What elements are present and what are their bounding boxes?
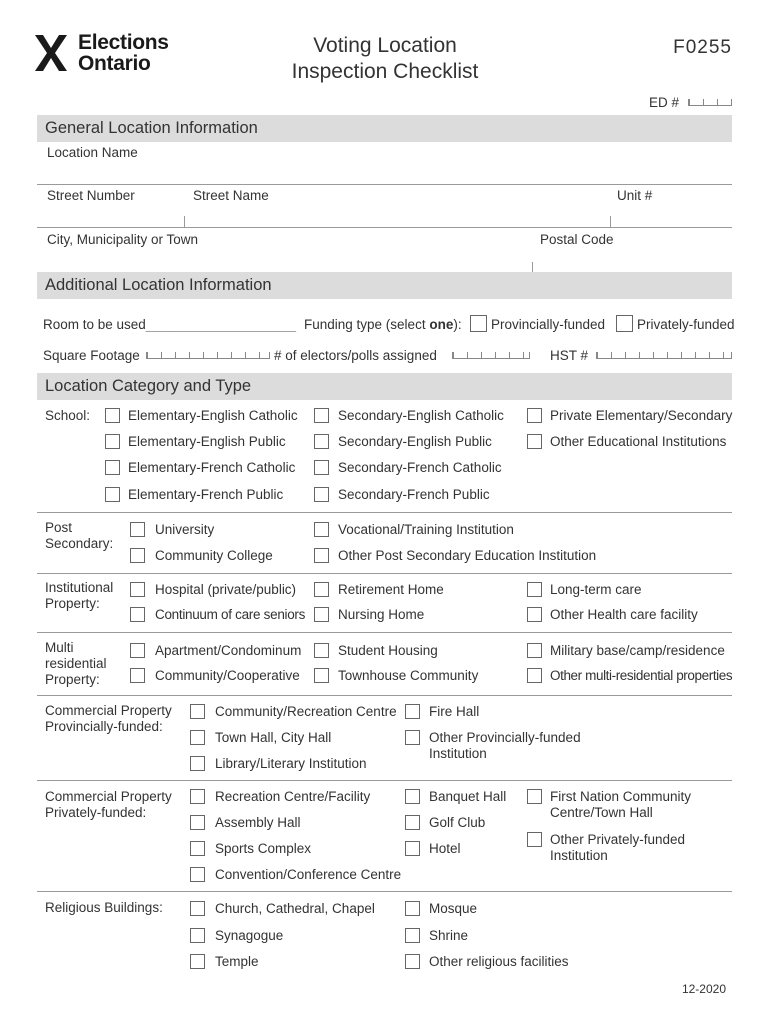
multi-label-1: Multi [45, 640, 74, 655]
checkbox-elem-english-public[interactable] [105, 434, 120, 449]
checkbox-golf-club[interactable] [405, 815, 420, 830]
item-golf-club: Golf Club [429, 815, 486, 830]
item-shrine: Shrine [429, 928, 469, 943]
other-priv-line-1: Other Privately-funded [550, 832, 686, 847]
post-label-1: Post [45, 520, 73, 535]
revision-date: 12-2020 [681, 982, 726, 996]
item-convention-centre: Convention/Conference Centre [215, 867, 402, 882]
logo-text [78, 32, 169, 74]
checkbox-synagogue[interactable] [190, 928, 205, 943]
category-section-header [37, 373, 732, 400]
item-elem-french-catholic: Elementary-French Catholic [128, 460, 296, 475]
checkbox-sec-english-public[interactable] [314, 434, 329, 449]
unit-label: Unit # [617, 188, 653, 203]
school-label: School: [45, 408, 91, 423]
street-divider [184, 216, 185, 227]
title-line-1: Voting Location [313, 34, 457, 57]
checkbox-community-recreation[interactable] [190, 704, 205, 719]
checkbox-other-post-secondary[interactable] [314, 548, 329, 563]
item-assembly-hall: Assembly Hall [215, 815, 301, 830]
religious-label: Religious Buildings: [45, 900, 163, 915]
item-other-health: Other Health care facility [550, 607, 698, 622]
item-student-housing: Student Housing [338, 643, 438, 658]
checkbox-long-term-care[interactable] [527, 582, 542, 597]
item-hotel: Hotel [429, 841, 461, 856]
item-other-multi-residential: Other multi-residential properties [550, 668, 733, 683]
item-apartment: Apartment/Condominum [155, 643, 302, 658]
checkbox-other-privately-funded[interactable] [527, 832, 542, 847]
checkbox-nursing-home[interactable] [314, 607, 329, 622]
cpp-label-1: Commercial Property [45, 703, 172, 718]
item-banquet-hall: Banquet Hall [429, 789, 507, 804]
street-number-label: Street Number [47, 188, 135, 203]
room-blank[interactable]: ____________________ [145, 317, 296, 332]
item-first-nation [550, 789, 691, 821]
item-sec-english-catholic: Secondary-English Catholic [338, 408, 504, 423]
checkbox-community-cooperative[interactable] [130, 668, 145, 683]
location-name-field[interactable] [37, 184, 732, 185]
cpr-label-1: Commercial Property [45, 789, 172, 804]
electors-field[interactable] [452, 352, 530, 359]
checkbox-vocational[interactable] [314, 522, 329, 537]
checkbox-town-hall[interactable] [190, 730, 205, 745]
ed-label: ED # [649, 95, 680, 110]
additional-section-header [37, 272, 732, 299]
checkbox-townhouse[interactable] [314, 668, 329, 683]
item-town-hall: Town Hall, City Hall [215, 730, 332, 745]
checkbox-university[interactable] [130, 522, 145, 537]
provincially-funded-checkbox[interactable] [470, 315, 487, 332]
location-name-label: Location Name [47, 145, 138, 160]
cpp-label-2: Provincially-funded: [45, 719, 163, 734]
item-elem-english-catholic: Elementary-English Catholic [128, 408, 298, 423]
item-recreation-centre: Recreation Centre/Facility [215, 789, 371, 804]
checkbox-other-religious[interactable] [405, 954, 420, 969]
item-other-provincially-funded [429, 730, 581, 762]
checkbox-mosque[interactable] [405, 901, 420, 916]
item-other-post-secondary: Other Post Secondary Education Institution [338, 548, 597, 563]
divider [37, 695, 732, 696]
checkbox-retirement-home[interactable] [314, 582, 329, 597]
multi-residential-label [45, 640, 107, 688]
item-hospital: Hospital (private/public) [155, 582, 297, 597]
checkbox-sports-complex[interactable] [190, 841, 205, 856]
item-community-recreation: Community/Recreation Centre [215, 704, 397, 719]
logo-line-elections: Elections [78, 31, 169, 54]
item-other-privately-funded [550, 832, 685, 864]
item-community-college: Community College [155, 548, 273, 563]
checkbox-elem-english-catholic[interactable] [105, 408, 120, 423]
item-sports-complex: Sports Complex [215, 841, 312, 856]
checkbox-sec-french-catholic[interactable] [314, 460, 329, 475]
general-heading: General Location Information [45, 119, 258, 137]
item-library: Library/Literary Institution [215, 756, 367, 771]
item-university: University [155, 522, 215, 537]
privately-funded-label: Privately-funded [637, 317, 735, 332]
room-label-text: Room to be used [43, 317, 146, 332]
category-heading: Location Category and Type [45, 377, 252, 395]
institutional-label [45, 580, 113, 612]
cpr-label-2: Privately-funded: [45, 805, 147, 820]
postal-code-label: Postal Code [540, 232, 614, 247]
ed-number-field[interactable] [688, 99, 732, 106]
checkbox-church[interactable] [190, 901, 205, 916]
item-sec-english-public: Secondary-English Public [338, 434, 492, 449]
inst-label-1: Institutional [45, 580, 114, 595]
checkbox-elem-french-catholic[interactable] [105, 460, 120, 475]
divider [37, 891, 732, 892]
item-fire-hall: Fire Hall [429, 704, 480, 719]
divider [37, 573, 732, 574]
other-priv-line-2: Institution [550, 848, 608, 863]
hst-field[interactable] [596, 352, 732, 359]
funding-bold: one [429, 317, 454, 332]
checkbox-convention-centre[interactable] [190, 867, 205, 882]
form-title [250, 33, 520, 85]
item-continuum-care: Continuum of care seniors [155, 607, 306, 622]
checkbox-other-health[interactable] [527, 607, 542, 622]
checkbox-assembly-hall[interactable] [190, 815, 205, 830]
inst-label-2: Property: [45, 596, 100, 611]
checkbox-apartment[interactable] [130, 643, 145, 658]
item-long-term-care: Long-term care [550, 582, 642, 597]
item-military: Military base/camp/residence [550, 643, 725, 658]
checkbox-other-provincially-funded[interactable] [405, 730, 420, 745]
divider [37, 780, 732, 781]
commercial-provincial-label [45, 703, 172, 735]
checkbox-sec-english-catholic[interactable] [314, 408, 329, 423]
commercial-private-label [45, 789, 172, 821]
first-nation-line-2: Centre/Town Hall [550, 805, 653, 820]
item-elem-french-public: Elementary-French Public [128, 487, 284, 502]
divider [37, 632, 732, 633]
item-retirement-home: Retirement Home [338, 582, 444, 597]
checkbox-hospital[interactable] [130, 582, 145, 597]
item-other-educational: Other Educational Institutions [550, 434, 727, 449]
checkbox-community-college[interactable] [130, 548, 145, 563]
additional-heading: Additional Location Information [45, 276, 272, 294]
checkbox-shrine[interactable] [405, 928, 420, 943]
logo-line-ontario: Ontario [78, 52, 151, 75]
checkbox-recreation-centre[interactable] [190, 789, 205, 804]
item-mosque: Mosque [429, 901, 478, 916]
item-temple: Temple [215, 954, 259, 969]
elections-ontario-logo-icon [33, 33, 69, 73]
room-label [43, 317, 296, 332]
provincially-funded-label: Provincially-funded [491, 317, 606, 332]
unit-divider [610, 216, 611, 227]
general-section-header [37, 115, 732, 142]
checkbox-private-elem-sec[interactable] [527, 408, 542, 423]
funding-suffix: ): [453, 317, 462, 332]
post-label-2: Secondary: [45, 536, 114, 551]
title-line-2: Inspection Checklist [291, 60, 479, 83]
item-community-cooperative: Community/Cooperative [155, 668, 300, 683]
checkbox-sec-french-public[interactable] [314, 487, 329, 502]
funding-prefix: Funding type (select [304, 317, 430, 332]
checkbox-banquet-hall[interactable] [405, 789, 420, 804]
postal-divider [532, 262, 533, 272]
hst-label: HST # [550, 348, 589, 363]
electors-label: # of electors/polls assigned [274, 348, 437, 363]
item-private-elem-sec: Private Elementary/Secondary [550, 408, 733, 423]
item-other-religious: Other religious facilities [429, 954, 569, 969]
funding-label [304, 317, 462, 332]
item-church: Church, Cathedral, Chapel [215, 901, 375, 916]
first-nation-line-1: First Nation Community [550, 789, 692, 804]
city-label: City, Municipality or Town [47, 232, 199, 247]
item-nursing-home: Nursing Home [338, 607, 425, 622]
checkbox-student-housing[interactable] [314, 643, 329, 658]
checkbox-fire-hall[interactable] [405, 704, 420, 719]
other-prov-line-2: Institution [429, 746, 487, 761]
checkbox-military[interactable] [527, 643, 542, 658]
square-footage-label: Square Footage [43, 348, 140, 363]
checkbox-continuum-care[interactable] [130, 607, 145, 622]
checkbox-library[interactable] [190, 756, 205, 771]
item-sec-french-catholic: Secondary-French Catholic [338, 460, 502, 475]
other-prov-line-1: Other Provincially-funded [429, 730, 581, 745]
item-townhouse: Townhouse Community [338, 668, 479, 683]
divider [37, 512, 732, 513]
privately-funded-checkbox[interactable] [616, 315, 633, 332]
multi-label-3: Property: [45, 672, 100, 687]
checkbox-elem-french-public[interactable] [105, 487, 120, 502]
checkbox-first-nation[interactable] [527, 789, 542, 804]
checkbox-other-educational[interactable] [527, 434, 542, 449]
post-secondary-label [45, 520, 113, 552]
item-synagogue: Synagogue [215, 928, 284, 943]
street-field[interactable] [37, 227, 732, 228]
checkbox-other-multi-residential[interactable] [527, 668, 542, 683]
item-elem-english-public: Elementary-English Public [128, 434, 286, 449]
item-vocational: Vocational/Training Institution [338, 522, 514, 537]
street-name-label: Street Name [193, 188, 269, 203]
checkbox-hotel[interactable] [405, 841, 420, 856]
square-footage-field[interactable] [146, 352, 270, 359]
checkbox-temple[interactable] [190, 954, 205, 969]
item-sec-french-public: Secondary-French Public [338, 487, 490, 502]
multi-label-2: residential [45, 656, 107, 671]
form-number: F0255 [673, 37, 732, 58]
